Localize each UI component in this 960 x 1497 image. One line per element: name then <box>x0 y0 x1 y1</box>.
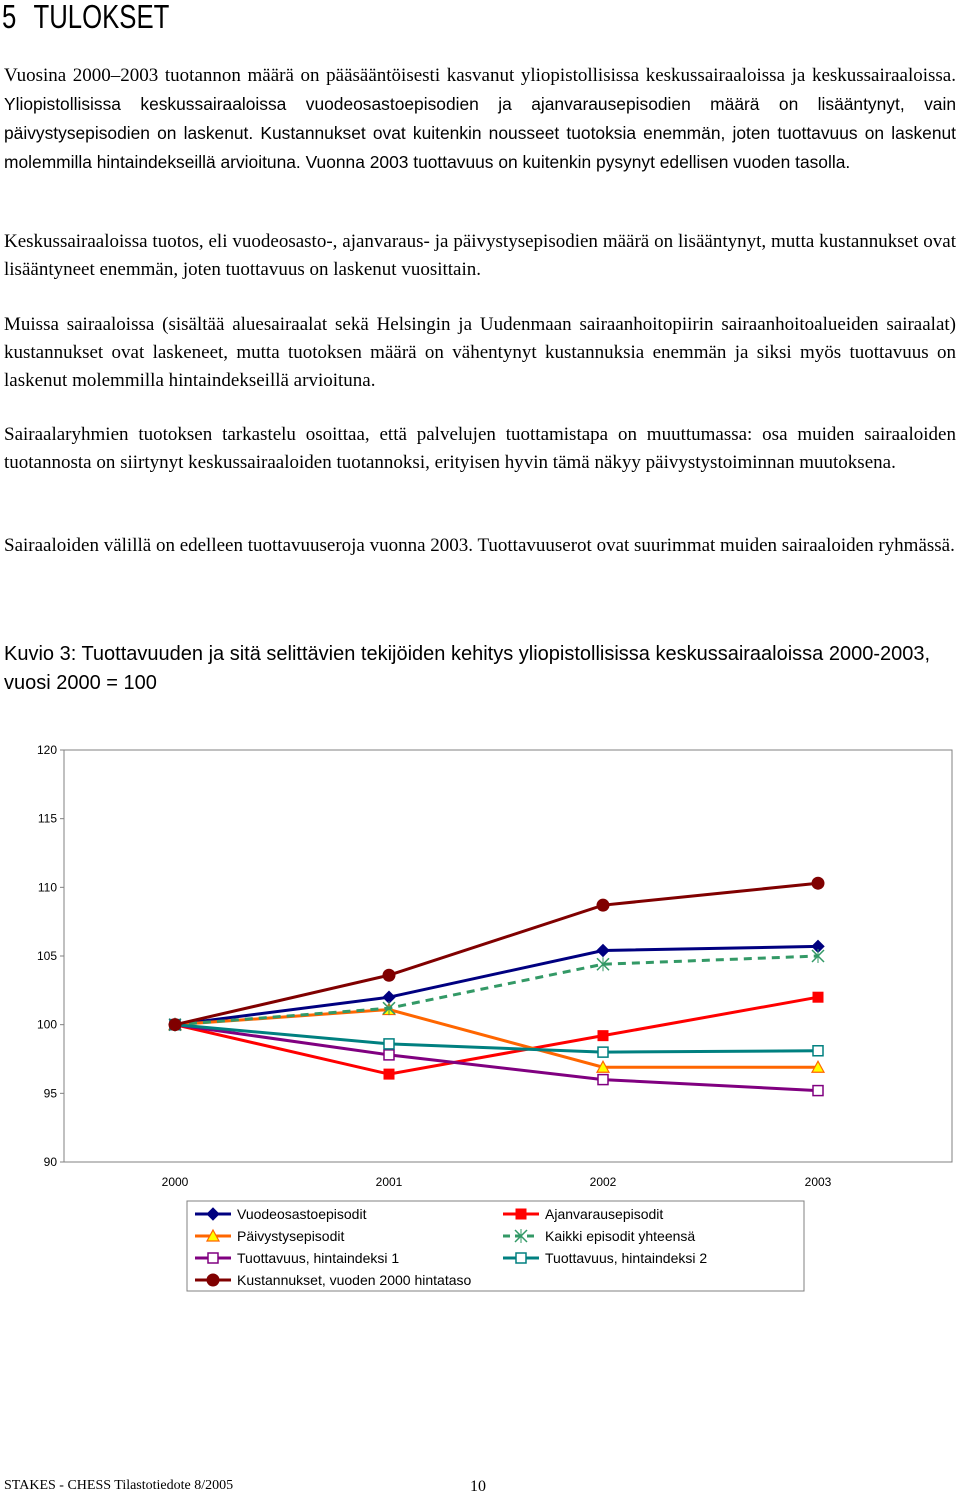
paragraph-3: Muissa sairaaloissa (sisältää aluesairaalat sekä Helsingin ja Uudenmaan sairaanhoitopiirin sairaanhoitoalueiden sairaalat) kustannukset ovat laskeneet, mutta tuotoksen määrä on vähentynyt kustannuksia enemmän ja siksi myös tuottavuus on laskenut molemmilla hintaindekseillä arvioituna. <box>4 314 956 391</box>
data-point <box>598 1031 608 1041</box>
y-tick-label: 105 <box>36 949 57 963</box>
paragraph-5: Sairaaloiden välillä on edelleen tuottavuuseroja vuonna 2003. Tuottavuuserot ovat suurimmat muiden sairaaloiden ryhmässä. <box>4 535 955 556</box>
paragraph-4: Sairaalaryhmien tuotoksen tarkastelu osoittaa, että palvelujen tuottamistapa on muuttumassa: osa muiden sairaaloiden tuotannosta on siirtynyt keskussairaaloiden tuotannoksi, erityisen hyvin tämä näkyy päivystystoiminnan muutoksena. <box>4 424 956 473</box>
paragraph-2: Keskussairaaloissa tuotos, eli vuodeosasto-, ajanvaraus- ja päivystysepisodien määrä on lisääntynyt, mutta kustannukset ovat lisääntyneet enemmän, joten tuottavuus on laskenut vuosittain. <box>4 231 956 280</box>
figure-caption: Kuvio 3: Tuottavuuden ja sitä selittävien tekijöiden kehitys yliopistollisissa keskussairaaloissa 2000-2003, vuosi 2000 = 100 <box>4 643 931 694</box>
y-tick-label: 120 <box>36 743 57 757</box>
data-point <box>598 1047 608 1057</box>
y-tick-label: 90 <box>43 1155 57 1169</box>
y-tick-label: 95 <box>43 1086 57 1101</box>
data-point <box>384 1039 394 1049</box>
data-point <box>812 877 824 889</box>
y-tick-label: 115 <box>37 811 57 826</box>
data-point <box>516 1209 526 1219</box>
legend-label: Tuottavuus, hintaindeksi 2 <box>545 1250 708 1266</box>
data-point <box>208 1253 218 1263</box>
section-title: TULOKSET <box>33 0 170 35</box>
data-point <box>516 1253 526 1263</box>
data-point <box>383 969 395 981</box>
y-axis <box>37 743 64 1169</box>
y-tick-label: 110 <box>37 880 57 895</box>
section-heading <box>2 0 169 36</box>
x-tick-label: 2003 <box>804 1175 832 1189</box>
x-tick-label: 2002 <box>589 1175 617 1189</box>
legend-label: Kaikki episodit yhteensä <box>545 1228 696 1244</box>
data-point <box>207 1274 219 1286</box>
legend-label: Päivystysepisodit <box>237 1228 345 1244</box>
legend-label: Ajanvarausepisodit <box>545 1206 664 1222</box>
page-number: 10 <box>470 1478 486 1495</box>
data-point <box>598 1075 608 1085</box>
legend-label: Tuottavuus, hintaindeksi 1 <box>237 1250 400 1266</box>
paragraph-1a: Vuosina 2000–2003 tuotannon määrä on pääsääntöisesti kasvanut yliopistollisissa keskussairaaloissa ja keskussairaaloissa. <box>4 65 956 86</box>
data-point <box>813 992 823 1002</box>
legend-label: Kustannukset, vuoden 2000 hintataso <box>237 1272 472 1288</box>
legend-label: Vuodeosastoepisodit <box>237 1206 367 1222</box>
data-point <box>384 1069 394 1079</box>
x-tick-label: 2000 <box>161 1175 189 1189</box>
footer-text: STAKES - CHESS Tilastotiedote 8/2005 <box>4 1478 234 1493</box>
data-point <box>597 899 609 911</box>
y-tick-label: 100 <box>36 1017 57 1032</box>
paragraph-1b: Yliopistollisissa keskussairaaloissa vuodeosastoepisodien ja ajanvarausepisodien määrä on lisääntynyt, vain päivystysepisodien on laskenut. Kustannukset ovat kuitenkin nousseet tuotoksia enemmän, joten tuottavuus on laskenut molemmilla hintaindekseillä arvioituna. Vuonna 2003 tuottavuus on kuitenkin pysynyt edellisen vuoden tasolla. <box>4 94 956 172</box>
paragraph-1 <box>4 62 956 177</box>
data-point <box>384 1050 394 1060</box>
data-point <box>813 1086 823 1096</box>
data-point <box>813 1046 823 1056</box>
x-axis <box>162 1175 832 1189</box>
line-chart <box>0 730 960 1300</box>
x-tick-label: 2001 <box>375 1175 403 1189</box>
data-point <box>169 1019 181 1031</box>
section-number: 5 <box>2 0 17 35</box>
legend-entry <box>195 1272 472 1288</box>
